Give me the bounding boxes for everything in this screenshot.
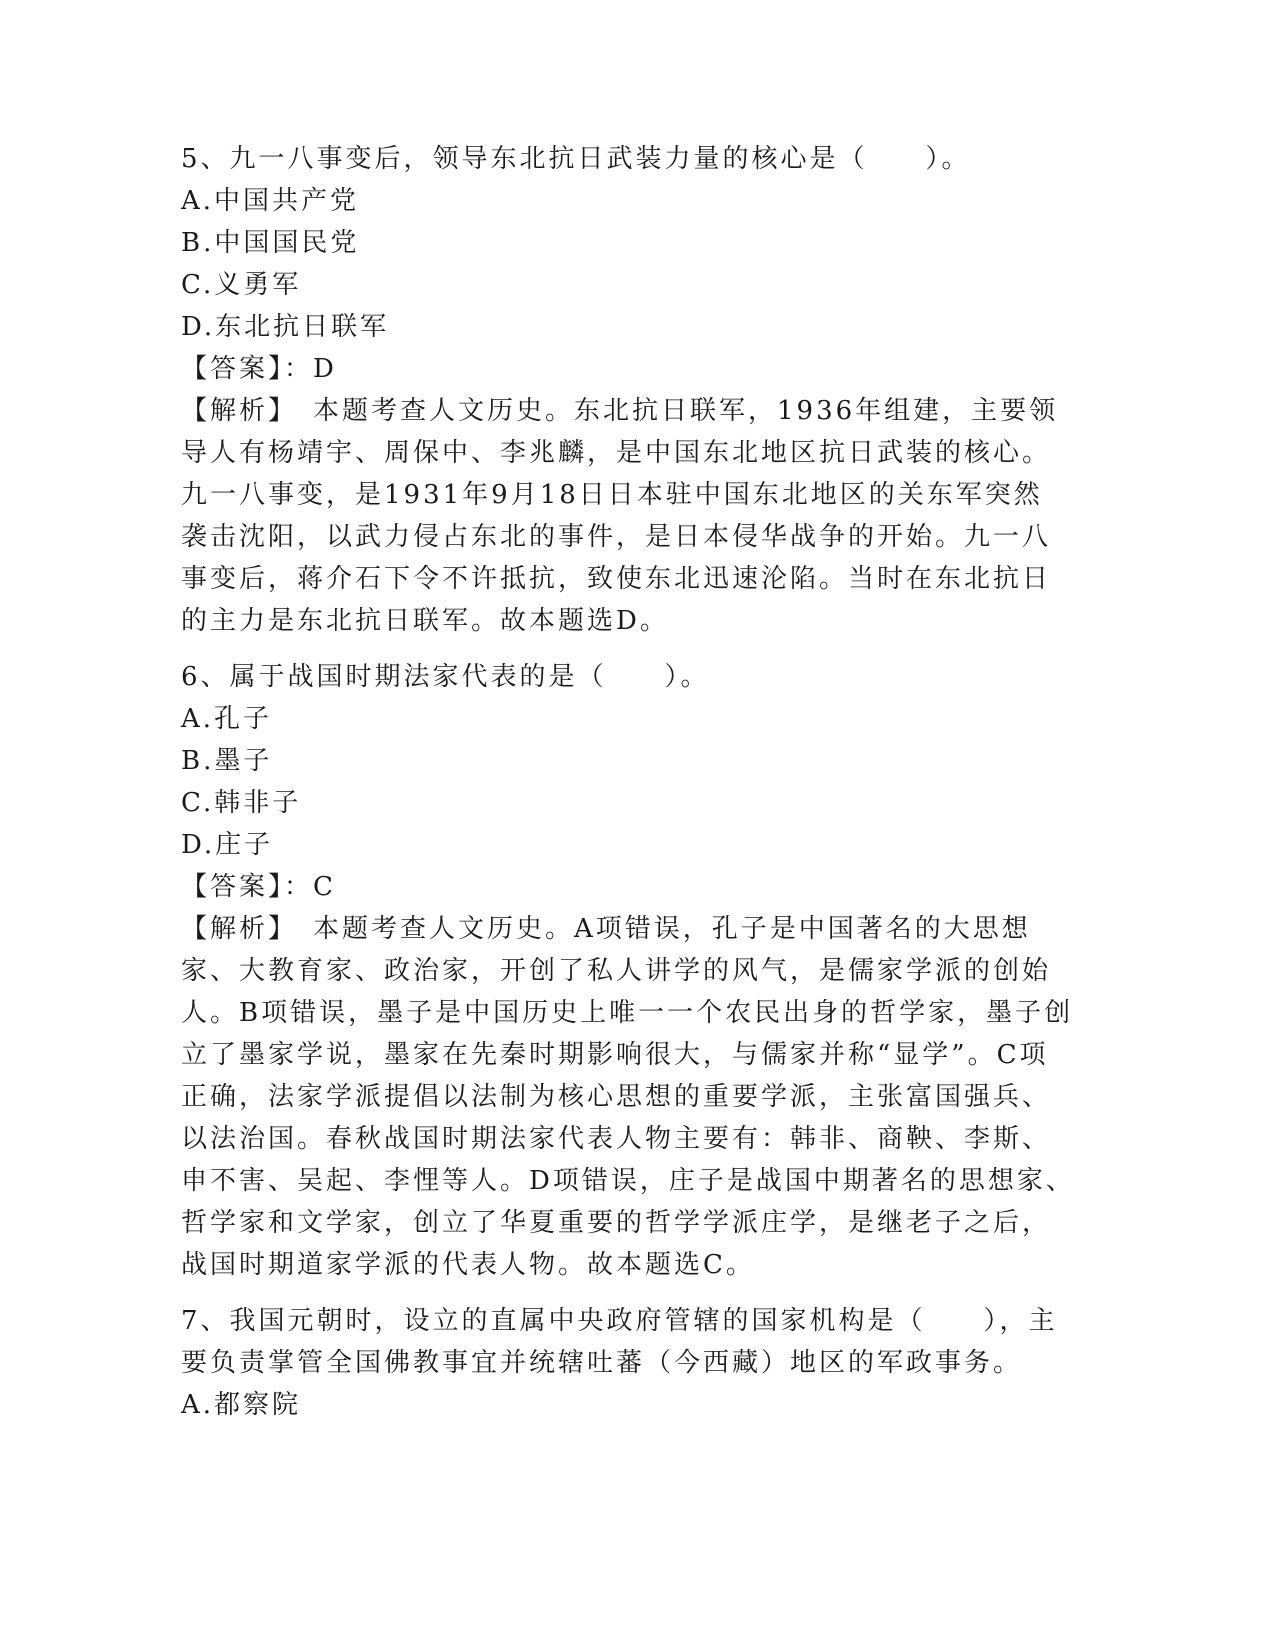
question-6 xyxy=(181,656,1075,1286)
analysis-line: 事变后，蒋介石下令不许抵抗，致使东北迅速沦陷。当时在东北抗日 xyxy=(181,564,1052,594)
spacer xyxy=(181,642,1041,656)
option-a: A.中国共产党 xyxy=(181,186,360,216)
analysis-line: 战国时期道家学派的代表人物。故本题选C。 xyxy=(181,1250,755,1280)
option-a: A.孔子 xyxy=(181,704,273,734)
analysis-line: 九一八事变，是1931年9月18日日本驻中国东北地区的关东军突然 xyxy=(181,480,1043,510)
question-5 xyxy=(181,138,1059,642)
answer-line: 【答案】：D xyxy=(181,354,337,384)
analysis-line: 正确，法家学派提倡以法制为核心思想的重要学派，主张富国强兵、 xyxy=(181,1082,1052,1112)
option-b: B.中国国民党 xyxy=(181,228,360,258)
spacer xyxy=(181,1286,1041,1300)
analysis-line: 申不害、吴起、李悝等人。D项错误，庄子是战国中期著名的思想家、 xyxy=(181,1166,1075,1196)
analysis-line: 【解析】 本题考查人文历史。东北抗日联军，1936年组建，主要领 xyxy=(181,396,1059,426)
analysis-line: 哲学家和文学家，创立了华夏重要的哲学学派庄学，是继老子之后， xyxy=(181,1208,1052,1238)
option-d: D.东北抗日联军 xyxy=(181,312,390,342)
answer-line: 【答案】：C xyxy=(181,872,336,902)
question-stem: 5、九一八事变后，领导东北抗日武装力量的核心是（ ）。 xyxy=(181,144,971,174)
analysis-line: 以法治国。春秋战国时期法家代表人物主要有：韩非、商鞅、李斯、 xyxy=(181,1124,1052,1154)
option-c: C.义勇军 xyxy=(181,270,302,300)
analysis-line: 家、大教育家、政治家，开创了私人讲学的风气，是儒家学派的创始 xyxy=(181,956,1052,986)
document-page xyxy=(181,138,1075,1426)
option-c: C.韩非子 xyxy=(181,788,302,818)
question-stem: 6、属于战国时期法家代表的是（ ）。 xyxy=(181,662,710,692)
analysis-line: 人。B项错误，墨子是中国历史上唯一一个农民出身的哲学家，墨子创 xyxy=(181,998,1074,1028)
analysis-line: 导人有杨靖宇、周保中、李兆麟，是中国东北地区抗日武装的核心。 xyxy=(181,438,1052,468)
option-a: A.都察院 xyxy=(181,1390,302,1420)
analysis-line: 的主力是东北抗日联军。故本题选D。 xyxy=(181,606,669,636)
analysis-line: 袭击沈阳，以武力侵占东北的事件，是日本侵华战争的开始。九一八 xyxy=(181,522,1052,552)
question-stem: 7、我国元朝时，设立的直属中央政府管辖的国家机构是（ ），主 xyxy=(181,1306,1058,1336)
option-b: B.墨子 xyxy=(181,746,273,776)
analysis-line: 立了墨家学说，墨家在先秦时期影响很大，与儒家并称“显学”。C项 xyxy=(181,1040,1049,1070)
question-stem: 要负责掌管全国佛教事宜并统辖吐蕃（今西藏）地区的军政事务。 xyxy=(181,1348,1023,1378)
question-7 xyxy=(181,1300,1058,1426)
analysis-line: 【解析】 本题考查人文历史。A项错误，孔子是中国著名的大思想 xyxy=(181,914,1031,944)
option-d: D.庄子 xyxy=(181,830,274,860)
